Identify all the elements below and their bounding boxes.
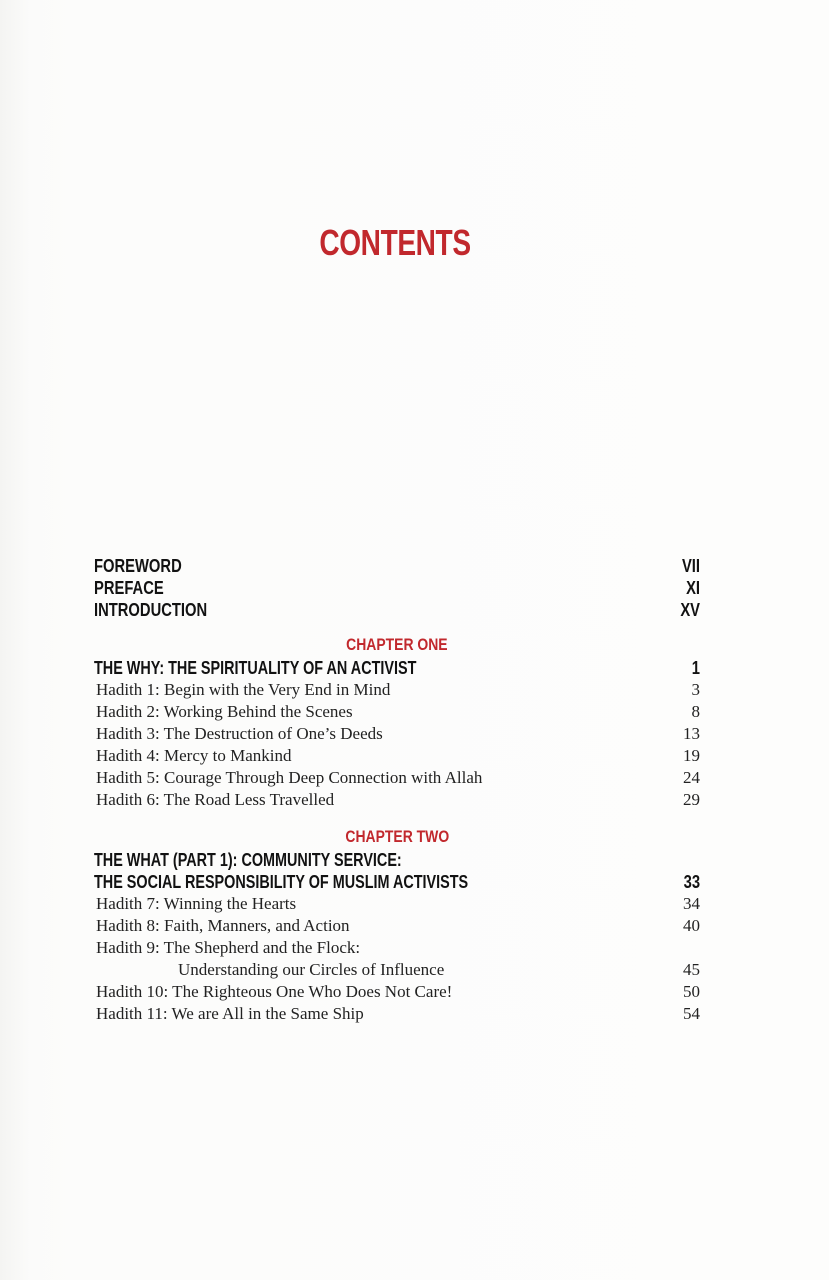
chapter-label-text: CHAPTER ONE <box>346 635 448 654</box>
toc-entry-label: Hadith 2: Working Behind the Scenes <box>96 702 353 721</box>
toc-entry-label: Hadith 4: Mercy to Mankind <box>96 746 292 765</box>
chapter-label <box>94 825 700 849</box>
toc-entry-label: Hadith 11: We are All in the Same Ship <box>96 1004 364 1023</box>
toc-entry-label: Understanding our Circles of Influence <box>178 960 445 979</box>
chapter-page-number <box>680 871 700 893</box>
toc-page-number: 8 <box>691 702 700 721</box>
toc-entry-row <box>94 915 700 937</box>
toc-entry-row <box>94 959 700 981</box>
toc-entry-row <box>94 893 700 915</box>
toc-front-matter-row <box>94 577 700 599</box>
toc-front-matter-row <box>94 555 700 577</box>
toc-page-number: 24 <box>683 768 700 787</box>
toc-page-number: 19 <box>683 746 700 765</box>
toc-entry-row <box>94 767 700 789</box>
toc-entry-label: Hadith 7: Winning the Hearts <box>96 894 297 913</box>
toc-page-number: 3 <box>691 680 700 699</box>
toc-entry-row <box>94 745 700 767</box>
toc-entry-row <box>94 937 700 959</box>
chapter-label <box>94 633 700 657</box>
chapter-page-number-text: 33 <box>683 872 700 892</box>
toc-entry-label: Hadith 8: Faith, Manners, and Action <box>96 916 350 935</box>
chapter-title-line: THE WHAT (PART 1): COMMUNITY SERVICE: <box>94 850 402 870</box>
toc-entry-label: INTRODUCTION <box>94 600 208 620</box>
chapter-page-number-text: 1 <box>691 658 700 678</box>
toc-entry-label: Hadith 10: The Righteous One Who Does Not Care! <box>96 982 453 1001</box>
toc-entry-row <box>94 981 700 1003</box>
chapter-label-text: CHAPTER TWO <box>345 827 449 846</box>
toc-page-number: 29 <box>683 790 700 809</box>
toc-front-matter-row <box>94 599 700 621</box>
toc-page-number: 50 <box>683 982 700 1001</box>
chapter-title <box>94 657 700 679</box>
toc-page-number: XI <box>686 578 700 598</box>
chapter-title-line: THE WHY: THE SPIRITUALITY OF AN ACTIVIST <box>94 658 417 678</box>
toc-entry-row <box>94 789 700 811</box>
toc-page-number: 45 <box>683 960 700 979</box>
toc-page-number: 40 <box>683 916 700 935</box>
toc-entry-row <box>94 723 700 745</box>
toc-entry-label: FOREWORD <box>94 556 182 576</box>
toc-page-number: 34 <box>683 894 700 913</box>
toc-entry-row <box>94 679 700 701</box>
chapter-title-line: THE SOCIAL RESPONSIBILITY OF MUSLIM ACTIVISTS <box>94 872 469 892</box>
toc-entry-label: Hadith 1: Begin with the Very End in Mind <box>96 680 391 699</box>
toc-page-number: XV <box>680 600 700 620</box>
toc-page-number: 54 <box>683 1004 700 1023</box>
toc-entry-row <box>94 1003 700 1025</box>
toc-entry-label: Hadith 5: Courage Through Deep Connection with Allah <box>96 768 483 787</box>
toc-entry-label: PREFACE <box>94 578 164 598</box>
toc-entry-label: Hadith 6: The Road Less Travelled <box>96 790 335 809</box>
table-of-contents <box>94 555 700 1025</box>
toc-entry-label: Hadith 9: The Shepherd and the Flock: <box>96 938 361 957</box>
toc-page-number: 13 <box>683 724 700 743</box>
page-title: CONTENTS <box>319 222 471 263</box>
toc-entry-label: Hadith 3: The Destruction of One’s Deeds <box>96 724 383 743</box>
chapter-title <box>94 849 700 893</box>
chapter-page-number <box>690 657 700 679</box>
toc-page-number: VII <box>681 556 700 576</box>
toc-entry-row <box>94 701 700 723</box>
